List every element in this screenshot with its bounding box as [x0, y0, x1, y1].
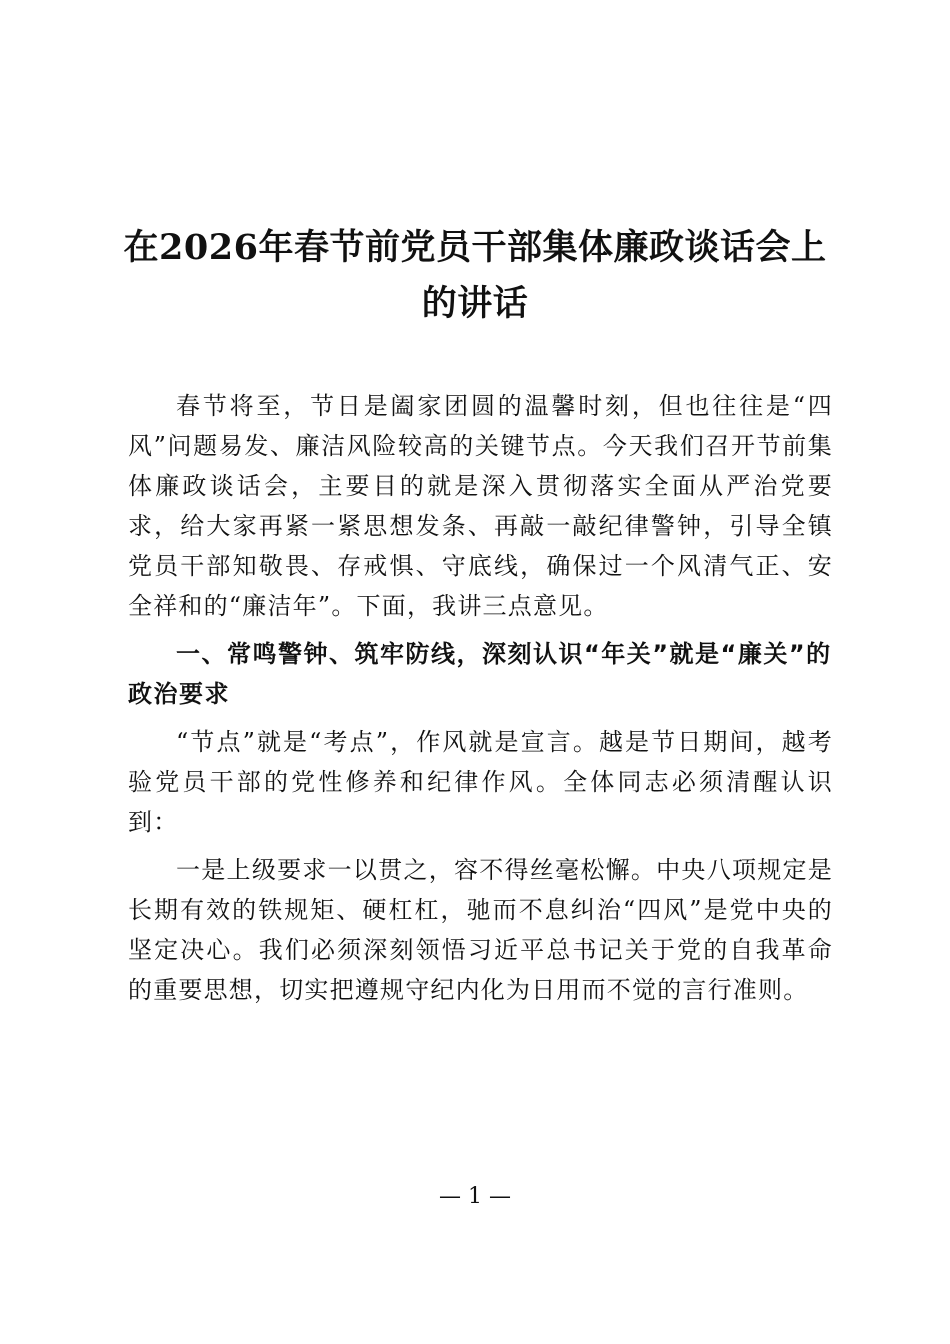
document-body [128, 386, 833, 1010]
section-heading-1: 一、常鸣警钟、筑牢防线，深刻认识“年关”就是“廉关”的政治要求 [128, 640, 832, 708]
document-title [120, 220, 830, 332]
title-line-1: 在2026年春节前党员干部集体廉政谈话会上 [123, 227, 827, 268]
body-paragraph: “节点”就是“考点”，作风就是宣言。越是节日期间，越考验党员干部的党性修养和纪律作风。全体同志必须清醒认识到： [128, 728, 833, 836]
page-number: — 1 — [439, 1184, 511, 1209]
title-line-2: 的讲话 [421, 283, 529, 324]
body-paragraph: 一是上级要求一以贯之，容不得丝毫松懈。中央八项规定是长期有效的铁规矩、硬杠杠，驰而不息纠治“四风”是党中央的坚定决心。我们必须深刻领悟习近平总书记关于党的自我革命的重要思想，切实把遵规守纪内化为日用而不觉的言行准则。 [128, 856, 833, 1004]
intro-paragraph: 春节将至，节日是阖家团圆的温馨时刻，但也往往是“四风”问题易发、廉洁风险较高的关键节点。今天我们召开节前集体廉政谈话会，主要目的就是深入贯彻落实全面从严治党要求，给大家再紧一紧思想发条、再敲一敲纪律警钟，引导全镇党员干部知敬畏、存戒惧、守底线，确保过一个风清气正、安全祥和的“廉洁年”。下面，我讲三点意见。 [128, 392, 833, 620]
